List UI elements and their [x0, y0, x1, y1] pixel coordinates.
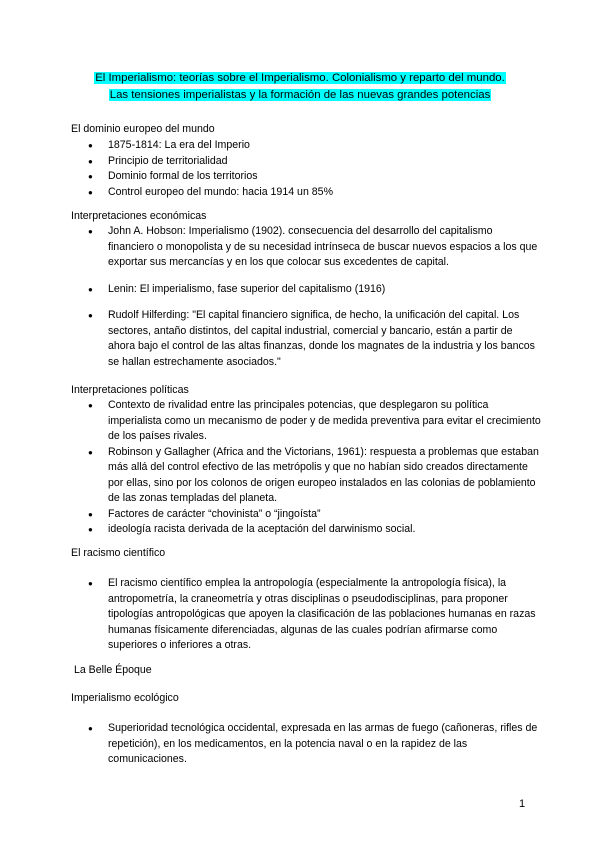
list-item: ● Factores de carácter “chovinista” o “jingoísta” — [71, 507, 541, 523]
list-item: ● Robinson y Gallagher (Africa and the Victorians, 1961): respuesta a problemas que estaban más allá del control efectivo de las metrópolis y que no habían sido creados directamente por ellas, sino por los colonos de origen europeo instalados en las colonias de poblamiento de las zonas templadas del planeta. — [71, 445, 541, 507]
section-heading-racismo: El racismo científico — [71, 547, 166, 559]
list-item: ● Rudolf Hilferding: "El capital financiero significa, de hecho, la unificación del capital. Los sectores, antaño distintos, del capital industrial, comercial y bancario, están a partir de ahora bajo el control de las altas finanzas, donde los magnates de la industria y los bancos se hallan estrechamente asociados." — [71, 308, 541, 370]
list-item: ● ideología racista derivada de la aceptación del darwinismo social. — [71, 522, 541, 538]
section-heading-economicas: Interpretaciones económicas — [71, 210, 207, 222]
document-title — [60, 70, 540, 104]
list-item: ● Superioridad tecnológica occidental, expresada en las armas de fuego (cañoneras, rifles de repetición), en los medicamentos, en la potencia naval o en la rapidez de las comunicaciones. — [71, 721, 541, 768]
list-item: ● Contexto de rivalidad entre las principales potencias, que desplegaron su política imperialista como un mecanismo de poder y de medida preventiva para evitar el crecimiento de los países rivales. — [71, 398, 541, 445]
section-heading-belle-epoque: La Belle Époque — [71, 664, 152, 676]
section-heading-politicas: Interpretaciones políticas — [71, 384, 189, 396]
list-item: ● Control europeo del mundo: hacia 1914 un 85% — [71, 185, 541, 201]
title-line-1: El Imperialismo: teorías sobre el Imperialismo. Colonialismo y reparto del mundo. — [95, 72, 505, 84]
list-item: ● John A. Hobson: Imperialismo (1902). consecuencia del desarrollo del capitalismo financiero o monopolista y de su necesidad intrínseca de buscar nuevos espacios a los que exportar sus mercancías y en los que colocar sus excedentes de capital. — [71, 224, 541, 271]
title-line-2: Las tensiones imperialistas y la formación de las nuevas grandes potencias — [109, 89, 491, 101]
list-item: ● El racismo científico emplea la antropología (especialmente la antropología física), la antropometría, la craneometría y otras disciplinas o pseudodisciplinas, para proponer tipologías antropológicas que apoyen la clasificación de las poblaciones humanas en razas humanas físicamente diferenciadas, algunas de las cuales podrían afirmarse como superiores o inferiores a otras. — [71, 576, 541, 654]
list-economicas — [71, 224, 541, 370]
section-heading-ecologico: Imperialismo ecológico — [71, 692, 179, 704]
list-item: ● Lenin: El imperialismo, fase superior del capitalismo (1916) — [71, 282, 541, 298]
list-politicas — [71, 398, 541, 538]
section-heading-dominio: El dominio europeo del mundo — [71, 123, 215, 135]
list-racismo — [71, 576, 541, 654]
list-ecologico — [71, 721, 541, 768]
list-item: ● 1875-1814: La era del Imperio — [71, 138, 541, 154]
list-item: ● Principio de territorialidad — [71, 154, 541, 170]
page-number: 1 — [519, 798, 526, 810]
list-dominio — [71, 138, 541, 200]
list-item: ● Dominio formal de los territorios — [71, 169, 541, 185]
